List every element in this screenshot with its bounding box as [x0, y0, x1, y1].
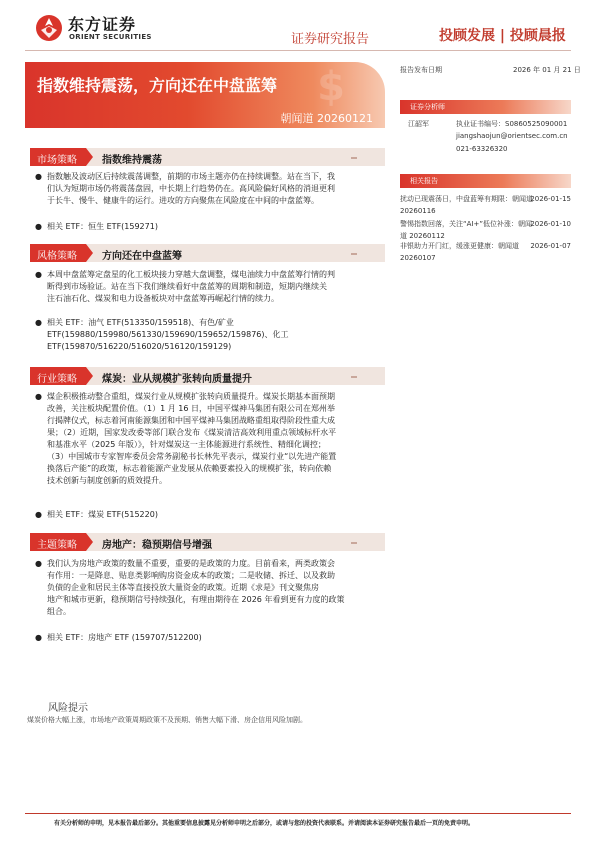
report-title: 指数维持震荡，方向还在中盘蓝筹: [37, 76, 278, 95]
footer-disclaimer: 有关分析师的申明，见本报告最后部分。其他重要信息披露见分析师申明之后部分，或请与您的投资代表联系。并请阅读本证券研究报告最后一页的免责申明。: [54, 820, 475, 827]
section-header-industry: [30, 367, 385, 385]
related-header: 相关报告: [410, 177, 438, 185]
bullet-icon: ●: [35, 318, 42, 327]
analyst-name: 江韶军: [408, 120, 429, 128]
section-title: 指数维持震荡: [102, 155, 162, 166]
section-tag: 主题策略: [30, 533, 86, 551]
bullet-icon: ●: [35, 392, 42, 401]
footer-divider: [25, 813, 571, 814]
section-header-market: [30, 148, 385, 166]
paragraph: ● 相关 ETF：油气 ETF(513350/159518)、有色/矿业 ETF(159880/159980/561330/159690/159652/159876)、化工 ETF(159870/516220/516020/516120/159129): [35, 318, 289, 351]
analyst-email[interactable]: jiangshaojun@orientsec.com.cn: [456, 132, 568, 140]
bullet-icon: ●: [35, 510, 42, 519]
analyst-phone: 021-63326320: [456, 145, 508, 153]
related-report-item[interactable]: [400, 193, 571, 217]
related-report-title: 扰动已现震荡日，中盘蓝筹有期限：朝闻道 20260116: [400, 195, 533, 215]
bullet-icon: ●: [35, 633, 42, 642]
report-series-label: 投顾发展 | 投顾晨报: [439, 28, 566, 44]
bullet-icon: ●: [35, 559, 42, 568]
related-report-item[interactable]: [400, 218, 571, 242]
related-report-date: 2026-01-07: [530, 242, 571, 250]
related-header-bar: [400, 174, 571, 188]
paragraph: ● 煤企积极推动整合重组，煤炭行业从规模扩张转向质量提升。煤炭长期基本面预期 改善，关注板块配置价值。（1）1 月 16 日，中国平煤神马集团有限公司在郑州举 行揭牌仪式，标志着河南能源集团和中国平煤神马集团战略重组取得阶段性重大成 果；（2）近期，国家发改委等部门联合发布《煤炭清洁高效利用重点领域标杆水平 和基准水平（2025 年版）》，针对煤炭这一主体能源进行系统性、精细化调控； （3）中国城市专家智库委员会常务副秘书长林先平表示，煤炭行业“以先进产能置 换落后产能”的政策，标志着能源产业发展从依赖要素投入的规模扩张，转向依赖 技术创新与制度创新的质效提升。: [35, 392, 337, 485]
logo-text-en: ORIENT SECURITIES: [69, 33, 152, 41]
paragraph: ● 本周中盘蓝筹定盘星的化工板块接力穿越大盘调整，煤电油续力中盘蓝筹行情的判 断得到市场验证。站在当下我们继续看好中盘蓝筹的周期和制造，短期内继续关 注石油石化、煤炭和电力设备板块对中盘蓝筹再崛起行情的续力。: [35, 270, 335, 303]
paragraph: ● 相关 ETF：恒生 ETF(159271): [35, 222, 158, 231]
section-tag: 风格策略: [30, 244, 86, 262]
section-tag-arrow: [86, 533, 93, 551]
risk-text: 煤炭价格大幅上涨，市场地产政策周期政策不及预期、销售大幅下滑、房企信用风险加剧。: [27, 716, 307, 724]
section-tag-arrow: [86, 367, 93, 385]
bullet-icon: ●: [35, 222, 42, 231]
section-tag: 市场策略: [30, 148, 86, 166]
report-type-label: 证券研究报告: [291, 32, 370, 47]
page-header: [0, 0, 595, 50]
related-report-date: 2026-01-15: [530, 195, 571, 203]
section-title: 煤炭：业从规模扩张转向质量提升: [102, 374, 252, 385]
date-value: 2026 年 01 月 21 日: [513, 66, 581, 74]
risk-title: 风险提示: [48, 703, 88, 714]
section-marker: [351, 157, 357, 159]
analyst-header-bar: [400, 100, 571, 114]
paragraph: ● 相关 ETF：房地产 ETF (159707/512200): [35, 633, 202, 642]
orient-logo-icon: [35, 14, 63, 42]
related-report-item[interactable]: [400, 240, 571, 264]
bullet-icon: ●: [35, 270, 42, 279]
related-report-title: 警惕指数回落，关注“AI+”低位补涨：朝闻道 20260112: [400, 220, 532, 240]
section-title: 房地产：稳预期信号增强: [102, 540, 212, 551]
paragraph: ● 相关 ETF：煤炭 ETF(515220): [35, 510, 158, 519]
section-tag-arrow: [86, 244, 93, 262]
section-tag-arrow: [86, 148, 93, 166]
section-title: 方向还在中盘蓝筹: [102, 251, 182, 262]
related-report-title: 非银助力开门红，缓涨更健康：朝闻道 20260107: [400, 242, 519, 262]
report-subtitle: 朝闻道 20260121: [280, 112, 373, 125]
header-divider: [25, 50, 571, 51]
paragraph: ● 指数触及波动区后持续震荡调整，前期的市场主题亦仍在持续调整。站在当下，我 们认为短期市场仍将震荡盘固，中长期上行趋势仍在。高风险偏好风格的消退更利 于长牛、慢牛、健康牛的运行。进攻的方向聚焦在风险度在中间的中盘蓝筹。: [35, 172, 335, 205]
section-tag: 行业策略: [30, 367, 86, 385]
section-marker: [351, 253, 357, 255]
section-marker: [351, 542, 357, 544]
paragraph: ● 我们认为房地产政策的数量不重要，重要的是政策的力度。目前看来，两类政策会 有作用：一是降息、贴息类影响购房资金成本的政策；二是收储、拆迁、以及救助 负债的企业和居民主体等直接投放大量资金的政策。近期《求是》刊文聚焦房 地产和城市更新，稳预期信号持续强化，有理由期待在 2026 年看到更有力度的政策 组合。: [35, 559, 345, 616]
related-report-date: 2026-01-10: [530, 220, 571, 228]
banner-decoration: $: [317, 64, 345, 110]
bullet-icon: ●: [35, 172, 42, 181]
section-header-theme: [30, 533, 385, 551]
analyst-header: 证券分析师: [410, 103, 445, 111]
date-label: 报告发布日期: [400, 66, 442, 74]
title-banner: [25, 62, 385, 128]
section-header-style: [30, 244, 385, 262]
section-marker: [351, 376, 357, 378]
logo-text-cn: 东方证券: [68, 15, 137, 34]
analyst-license: 执业证书编号：S0860525090001: [456, 120, 568, 128]
